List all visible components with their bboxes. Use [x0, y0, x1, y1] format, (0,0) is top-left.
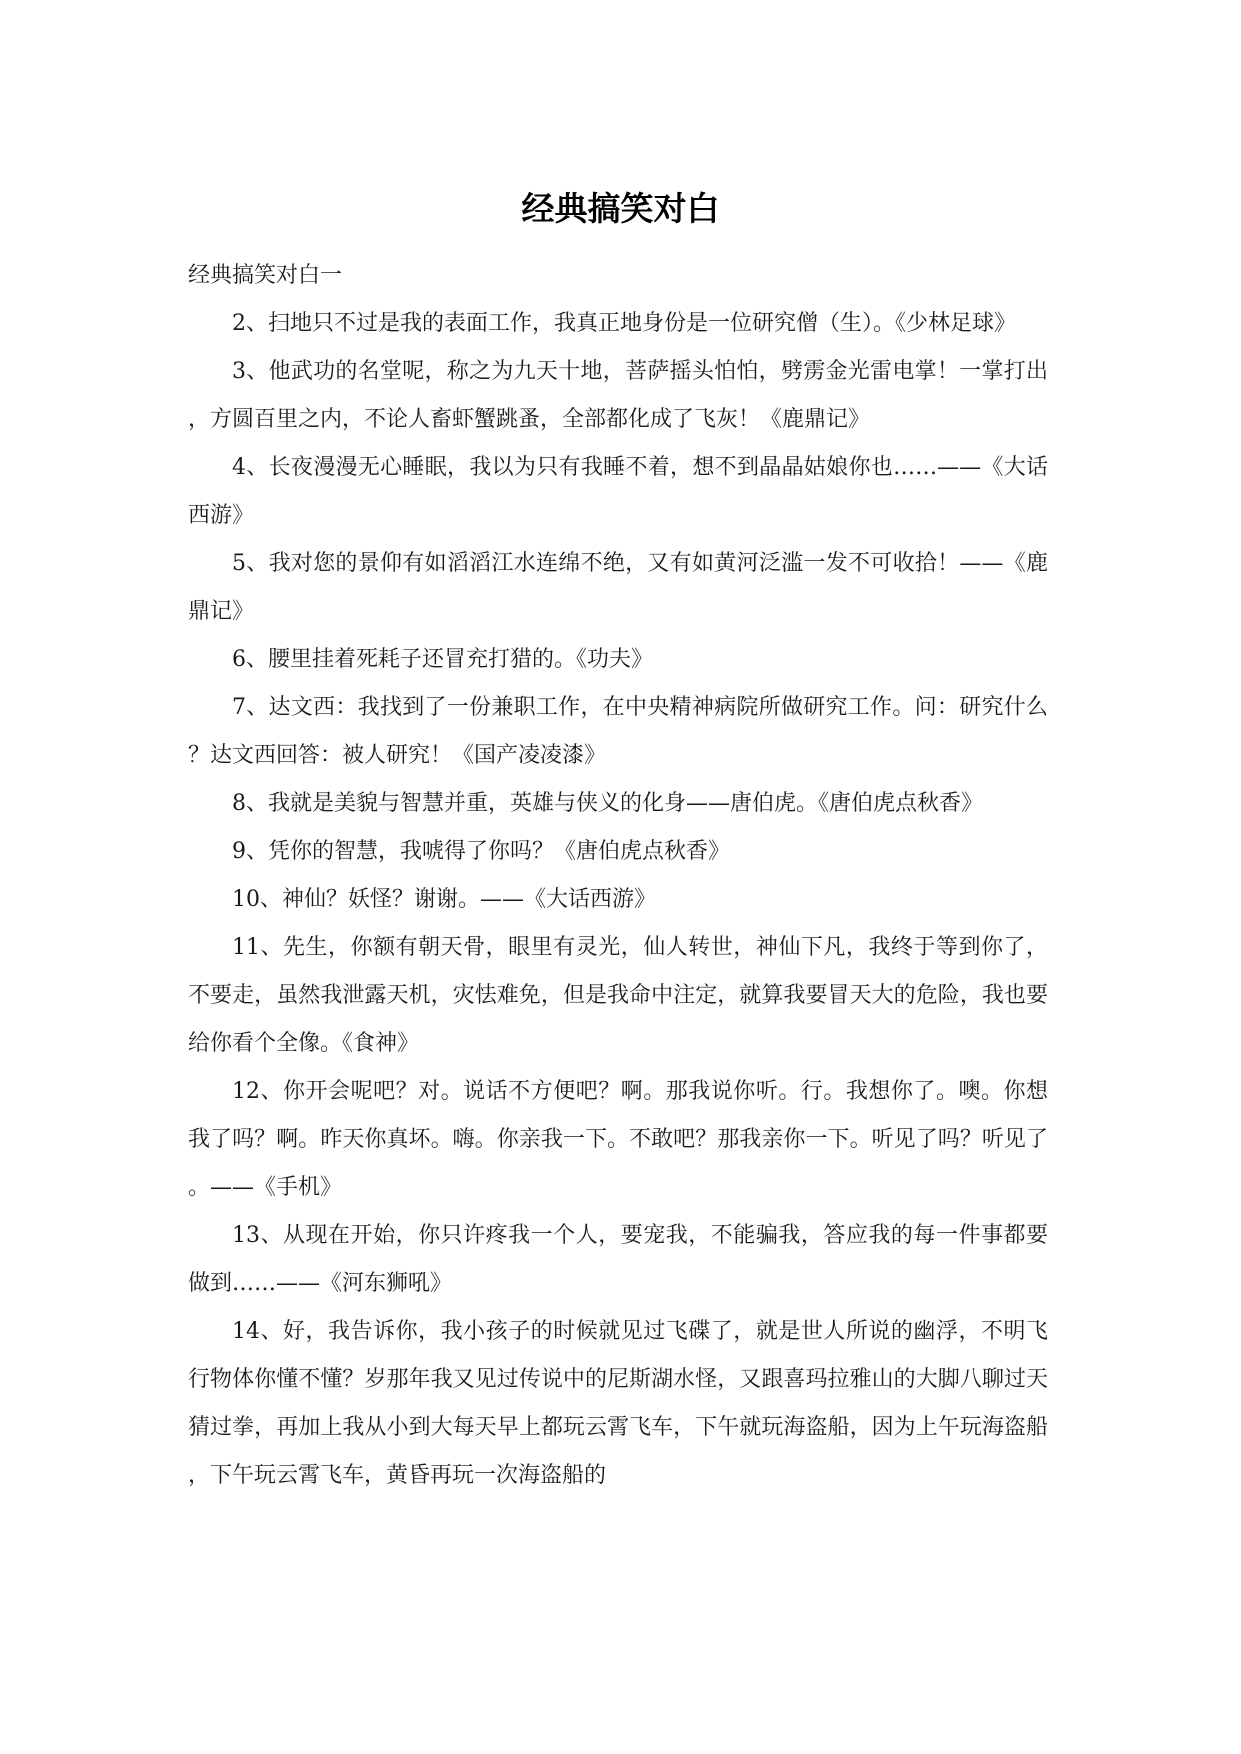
section-subtitle: 经典搞笑对白一	[188, 263, 343, 288]
document-body	[188, 252, 1048, 1500]
paragraph: 3、他武功的名堂呢，称之为九天十地，菩萨摇头怕怕，劈雳金光雷电掌！一掌打出，方圆百里之内，不论人畜虾蟹跳蚤，全部都化成了飞灰！《鹿鼎记》	[188, 359, 1048, 432]
paragraph: 9、凭你的智慧，我唬得了你吗？《唐伯虎点秋香》	[232, 839, 730, 864]
paragraph: 2、扫地只不过是我的表面工作，我真正地身份是一位研究僧（生）。《少林足球》	[232, 311, 1016, 336]
paragraph: 6、腰里挂着死耗子还冒充打猎的。《功夫》	[232, 647, 653, 672]
paragraph: 8、我就是美貌与智慧并重，英雄与侠义的化身——唐伯虎。《唐伯虎点秋香》	[232, 791, 983, 816]
paragraph: 5、我对您的景仰有如滔滔江水连绵不绝，又有如黄河泛滥一发不可收拾！——《鹿鼎记》	[188, 551, 1048, 624]
page-title: 经典搞笑对白	[521, 189, 720, 228]
paragraph: 14、好，我告诉你，我小孩子的时候就见过飞碟了，就是世人所说的幽浮，不明飞行物体你懂不懂？岁那年我又见过传说中的尼斯湖水怪，又跟喜玛拉雅山的大脚八聊过天猜过拳，再加上我从小到大每天早上都玩云霄飞车，下午就玩海盗船，因为上午玩海盗船，下午玩云霄飞车，黄昏再玩一次海盗船的	[188, 1319, 1048, 1488]
paragraph: 11、先生，你额有朝天骨，眼里有灵光，仙人转世，神仙下凡，我终于等到你了，不要走，虽然我泄露天机，灾怯难免，但是我命中注定，就算我要冒天大的危险，我也要给你看个全像。《食神》	[188, 935, 1048, 1056]
paragraph: 12、你开会呢吧？对。说话不方便吧？啊。那我说你听。行。我想你了。噢。你想我了吗？啊。昨天你真坏。嗨。你亲我一下。不敢吧？那我亲你一下。听见了吗？听见了。——《手机》	[188, 1079, 1048, 1200]
paragraph: 13、从现在开始，你只许疼我一个人，要宠我，不能骗我，答应我的每一件事都要做到……——《河东狮吼》	[188, 1223, 1048, 1296]
paragraph: 10、神仙？妖怪？谢谢。——《大话西游》	[232, 887, 656, 912]
paragraph: 4、长夜漫漫无心睡眠，我以为只有我睡不着，想不到晶晶姑娘你也……——《大话西游》	[188, 455, 1048, 528]
paragraph: 7、达文西：我找到了一份兼职工作，在中央精神病院所做研究工作。问：研究什么？达文西回答：被人研究！《国产凌凌漆》	[188, 695, 1048, 768]
